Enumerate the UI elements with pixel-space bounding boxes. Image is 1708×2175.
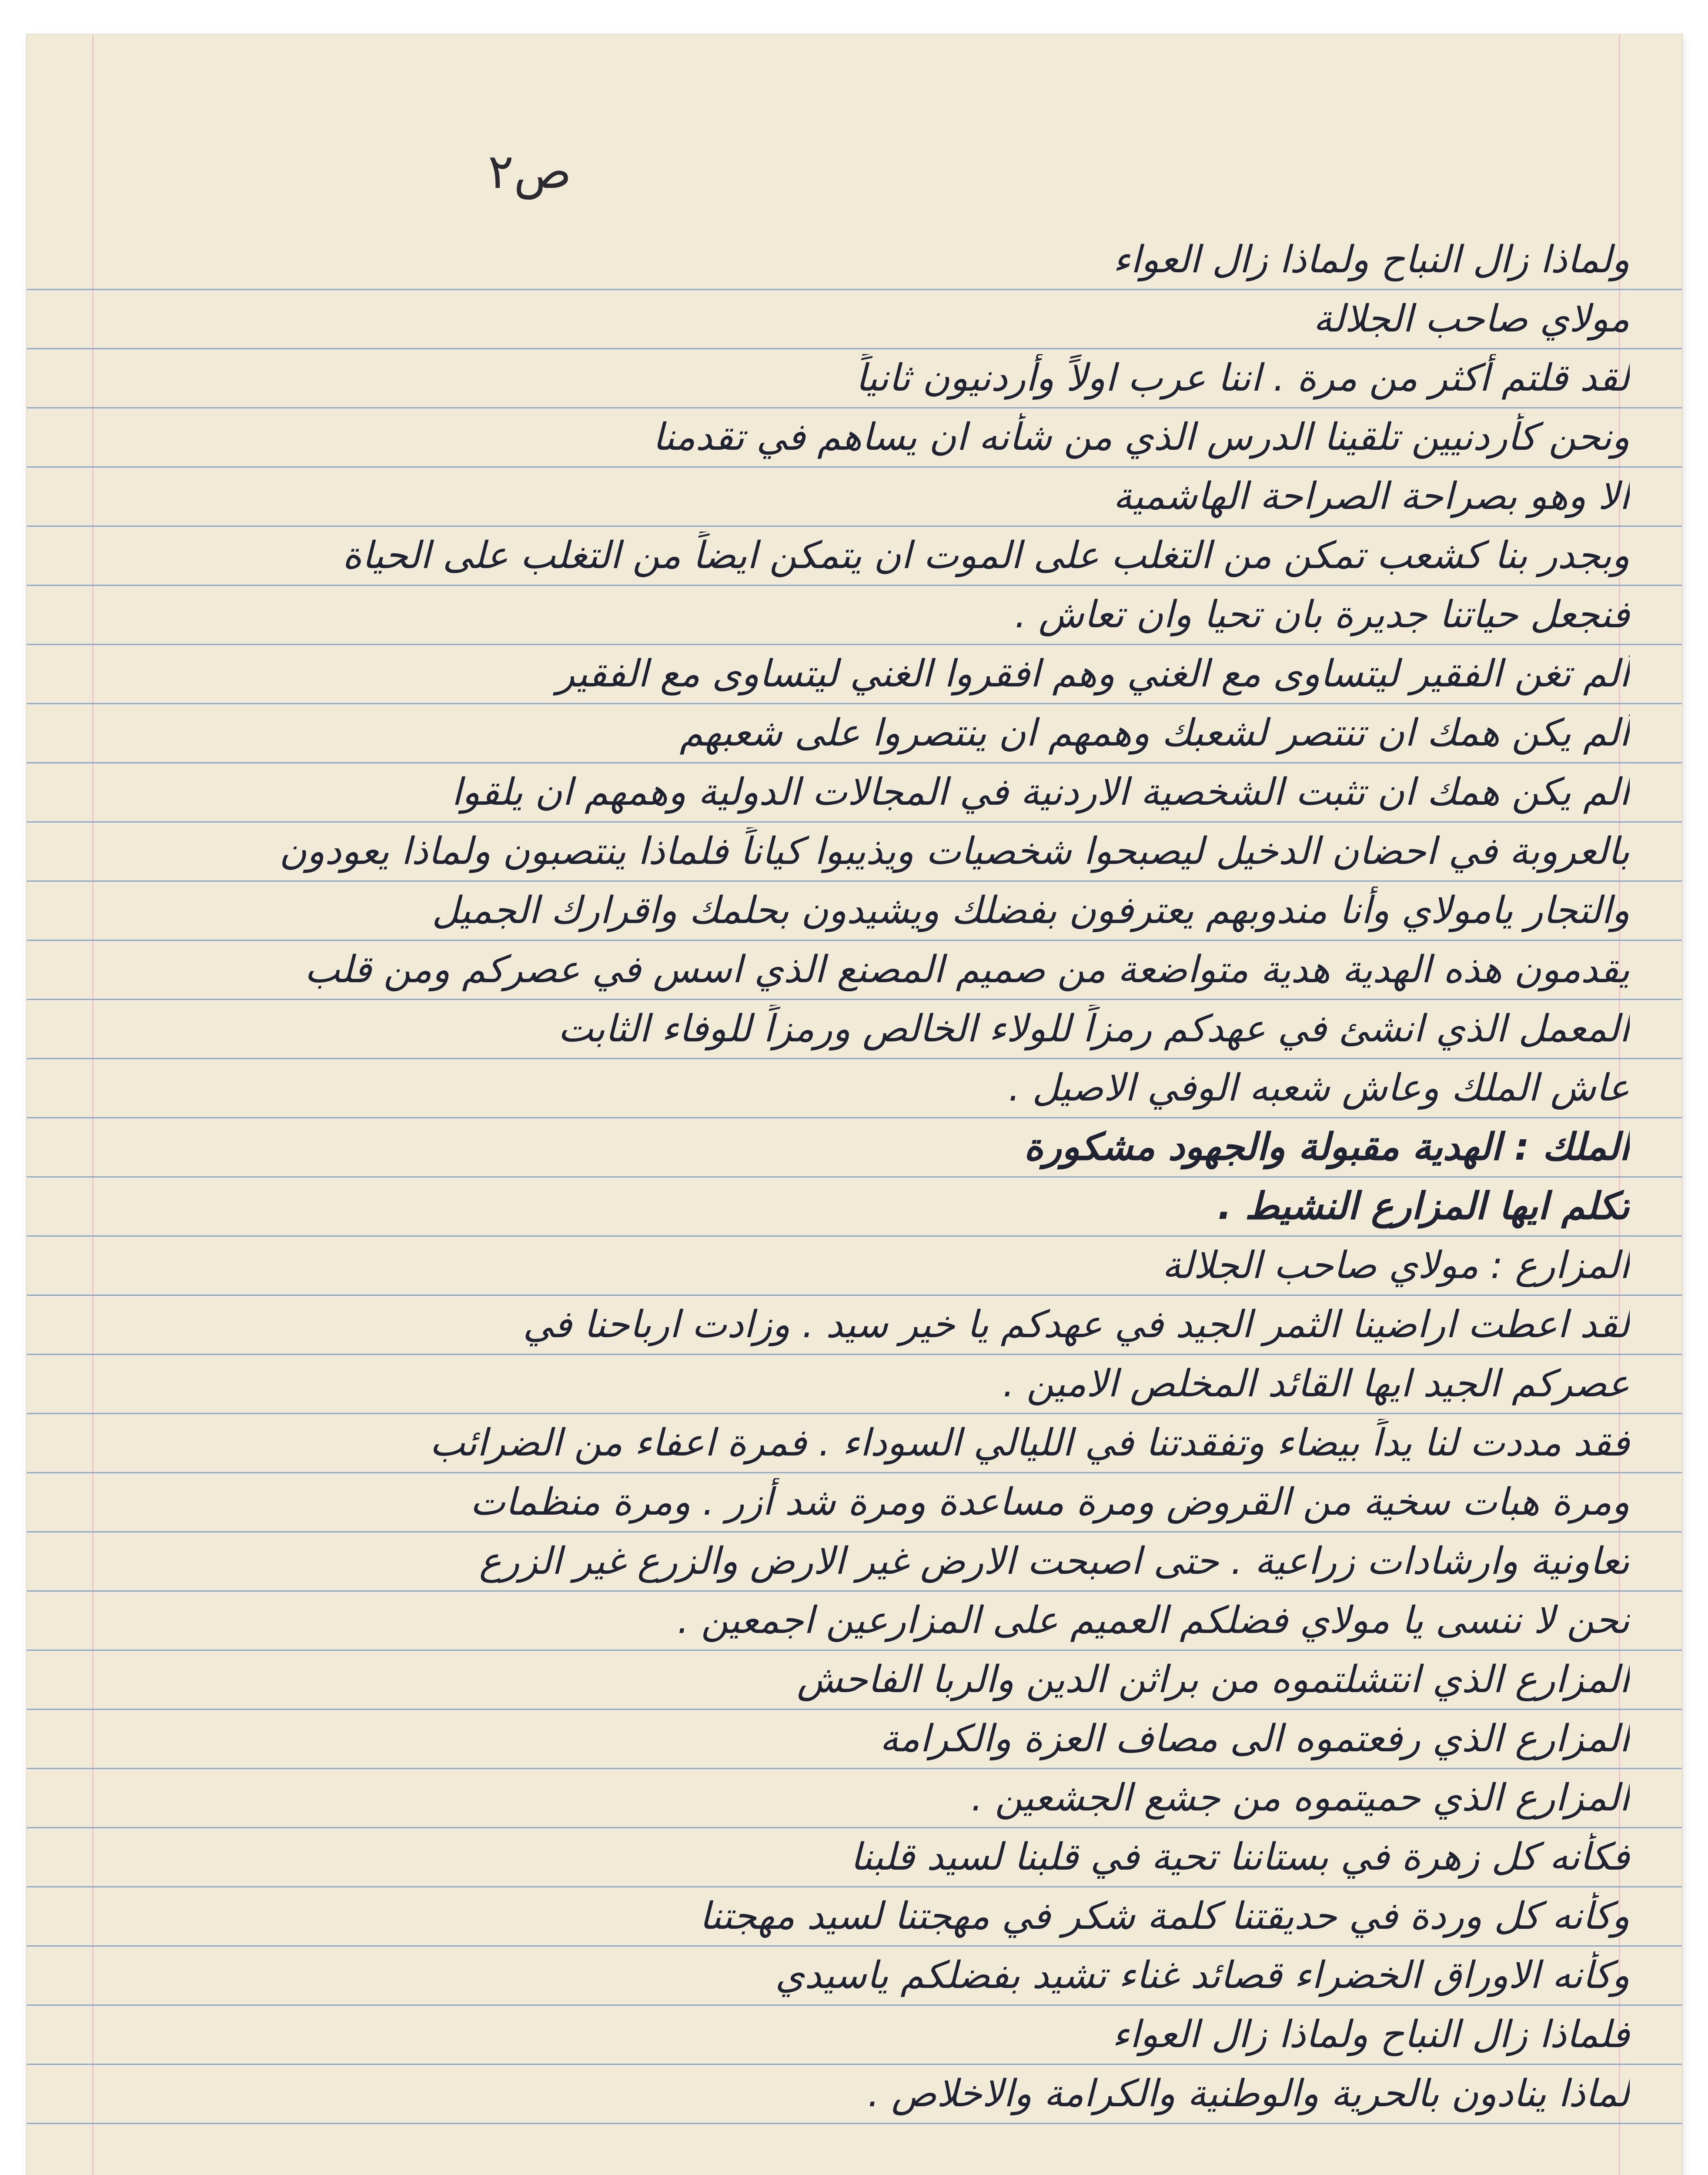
- text-line: [27, 1709, 1682, 1769]
- handwritten-line: المزارع : مولاي صاحب الجلالة: [1162, 1244, 1630, 1287]
- text-line: [27, 466, 1682, 527]
- text-line: [27, 1886, 1682, 1947]
- notebook-page: [27, 35, 1682, 2175]
- handwritten-line: نحن لا ننسى يا مولاي فضلكم العميم على المزارعين اجمعين .: [677, 1599, 1630, 1642]
- handwritten-line: تعاونية وارشادات زراعية . حتى اصبحت الارض غير الارض والزرع غير الزرع: [479, 1539, 1630, 1583]
- handwritten-line: عصركم الجيد ايها القائد المخلص الامين .: [1003, 1362, 1630, 1405]
- handwritten-line: ونحن كأردنيين تلقينا الدرس الذي من شأنه ان يساهم في تقدمنا: [652, 415, 1630, 459]
- text-line: [27, 1235, 1682, 1296]
- text-line: [27, 289, 1682, 349]
- handwritten-line: عاش الملك وعاش شعبه الوفي الاصيل .: [1008, 1066, 1630, 1110]
- text-line: [27, 2004, 1682, 2065]
- handwritten-line: المزارع الذي رفعتموه الى مصاف العزة والكرامة: [879, 1717, 1630, 1760]
- handwritten-line: ألم يكن همك ان تنتصر لشعبك وهمهم ان ينتصروا على شعبهم: [679, 711, 1630, 755]
- handwritten-line: لقد قلتم أكثر من مرة . اننا عرب اولاً وأردنيون ثانياً: [856, 356, 1630, 400]
- text-line: [27, 2064, 1682, 2124]
- text-line: [27, 1413, 1682, 1473]
- text-line: [27, 1945, 1682, 2006]
- text-line: [27, 525, 1682, 586]
- text-line: [27, 940, 1682, 1000]
- handwritten-line: فنجعل حياتنا جديرة بان تحيا وان تعاش .: [1014, 593, 1630, 636]
- text-line: [27, 407, 1682, 468]
- handwritten-line: المزارع الذي حميتموه من جشع الجشعين .: [971, 1776, 1630, 1820]
- handwritten-line: المزارع الذي انتشلتموه من براثن الدين والربا الفاحش: [797, 1658, 1630, 1701]
- handwritten-line: والتجار يامولاي وأنا مندوبهم يعترفون بفضلك ويشيدون بحلمك واقرارك الجميل: [431, 889, 1630, 932]
- text-line: [27, 1472, 1682, 1533]
- text-line: [27, 762, 1682, 823]
- text-line: [27, 703, 1682, 763]
- text-line: [27, 230, 1682, 290]
- handwritten-line: لقد اعطت اراضينا الثمر الجيد في عهدكم يا خير سيد . وزادت ارباحنا في: [523, 1303, 1630, 1346]
- text-line: [27, 880, 1682, 941]
- text-line: [27, 348, 1682, 408]
- text-line: [27, 1295, 1682, 1355]
- handwritten-line: الم يكن همك ان تثبت الشخصية الاردنية في المجالات الدولية وهمهم ان يلقوا: [451, 770, 1630, 814]
- handwritten-line: وبجدر بنا كشعب تمكن من التغلب على الموت ان يتمكن ايضاً من التغلب على الحياة: [342, 534, 1630, 577]
- text-line: [27, 1354, 1682, 1414]
- page-number: ص٢: [488, 144, 572, 199]
- handwritten-line: بالعروبة في احضان الدخيل ليصبحوا شخصيات ويذيبوا كياناً فلماذا ينتصبون ولماذا يعودون: [279, 830, 1630, 873]
- handwritten-line: وكأنه كل وردة في حديقتنا كلمة شكر في مهجتنا لسيد مهجتنا: [699, 1894, 1630, 1938]
- handwritten-line: وكأنه الاوراق الخضراء قصائد غناء تشيد بفضلكم ياسيدي: [775, 1954, 1630, 1997]
- handwritten-line: فقد مددت لنا يداً بيضاء وتفقدتنا في الليالي السوداء . فمرة اعفاء من الضرائب: [430, 1421, 1630, 1465]
- handwritten-line: لماذا ينادون بالحرية والوطنية والكرامة والاخلاص .: [867, 2072, 1630, 2115]
- handwritten-line: ولماذا زال النباح ولماذا زال العواء: [1113, 238, 1630, 281]
- text-line: [27, 644, 1682, 704]
- text-line: [27, 1058, 1682, 1118]
- handwritten-line: الا وهو بصراحة الصراحة الهاشمية: [1113, 475, 1630, 518]
- text-line: [27, 1650, 1682, 1710]
- handwritten-line: مولاي صاحب الجلالة: [1313, 297, 1630, 341]
- handwritten-line: الملك : الهدية مقبولة والجهود مشكورة: [1024, 1125, 1630, 1169]
- text-line: [27, 999, 1682, 1059]
- text-line: [27, 1531, 1682, 1592]
- handwritten-line: تكلم ايها المزارع النشيط .: [1217, 1185, 1630, 1228]
- text-line: [27, 1827, 1682, 1887]
- handwritten-line: ألم تغن الفقير ليتساوى مع الغني وهم افقروا الغني ليتساوى مع الفقير: [556, 652, 1630, 696]
- text-line: [27, 1590, 1682, 1651]
- text-line: [27, 585, 1682, 645]
- text-line: [27, 1768, 1682, 1828]
- handwritten-line: ومرة هبات سخية من القروض ومرة مساعدة ومرة شد أزر . ومرة منظمات: [470, 1480, 1630, 1524]
- handwritten-line: يقدمون هذه الهدية هدية متواضعة من صميم المصنع الذي اسس في عصركم ومن قلب: [304, 948, 1630, 991]
- text-line: [27, 1176, 1682, 1237]
- text-line: [27, 821, 1682, 882]
- text-line: [27, 1117, 1682, 1178]
- handwritten-line: فلماذا زال النباح ولماذا زال العواء: [1112, 2013, 1630, 2056]
- handwritten-line: فكأنه كل زهرة في بستاننا تحية في قلبنا لسيد قلبنا: [850, 1835, 1630, 1879]
- empty-ruled-line: [27, 2123, 1682, 2175]
- handwritten-line: المعمل الذي انشئ في عهدكم رمزاً للولاء الخالص ورمزاً للوفاء الثابت: [558, 1007, 1630, 1051]
